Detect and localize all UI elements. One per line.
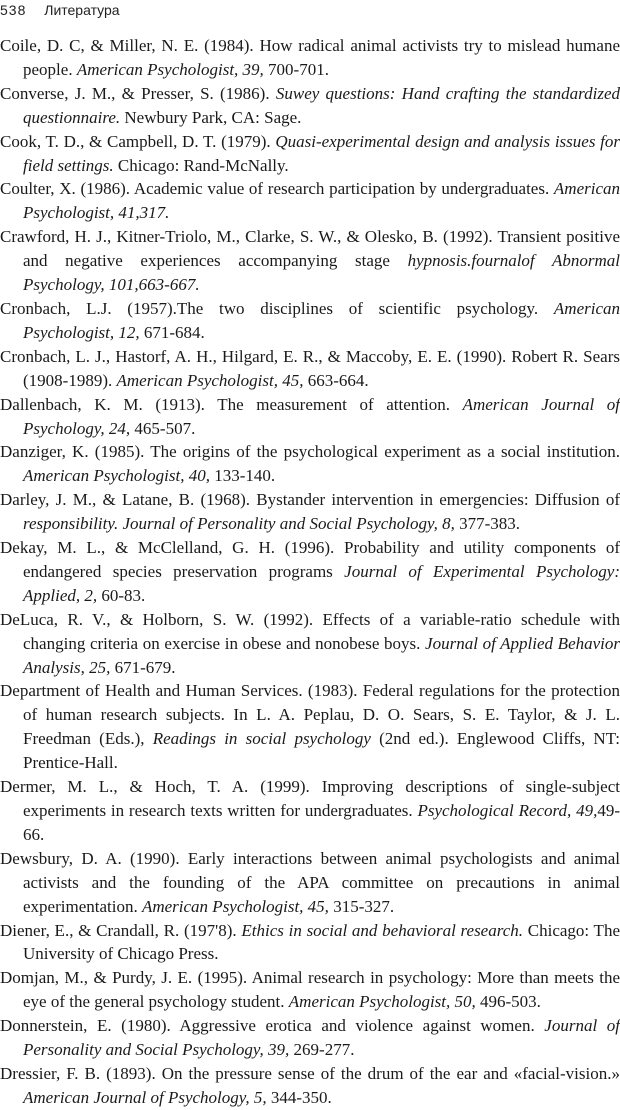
reference-text: DeLuca, R. V., & Holborn, S. W. (1992). Effects of a variable-ratio schedule with changing criteria on exercise in obese and nonobese boys. [0,609,620,653]
reference-text: 49-66. [23,801,620,844]
reference-entry [0,847,620,919]
reference-text: Donnerstein, E. (1980). Aggressive erotica and violence against women. [0,1016,545,1036]
reference-entry [0,536,620,608]
reference-text: Dewsbury, D. A. (1990). Early interactions between animal psychologists and animal activists and the founding of the APA committee on precautions in animal experimentation. [0,848,620,916]
reference-italic-text: American Psychologist, 50, [288,992,476,1012]
reference-text: Crawford, H. J., Kitner-Triolo, M., Clarke, S. W., & Olesko, B. (1992). Transient positive and negative experiences accompanying stage [0,227,620,271]
reference-entry [0,488,620,536]
reference-text: (2nd ed.). Englewood Cliffs, NT: Prentice-Hall. [23,729,620,773]
reference-text: 344-350. [266,1087,332,1107]
page-number: 538 [0,2,27,18]
reference-entry [0,608,620,680]
reference-italic-text: Ethics in social and behavioral research. [241,920,524,940]
reference-text: 133-140. [209,466,276,486]
reference-text: 663-664. [303,370,369,390]
reference-entry [0,966,620,1014]
reference-text: Darley, J. M., & Latane, B. (1968). Bystander intervention in emergencies: Diffusion of [0,490,620,510]
reference-entry [0,297,620,345]
reference-italic-text: American Psychologist, 39, [76,59,264,79]
reference-text: 671-679. [110,657,176,677]
reference-text: Danziger, K. (1985). The origins of the psychological experiment as a social institution. [0,442,620,462]
reference-italic-text: American Psychologist, 12, [23,298,620,342]
reference-list [0,34,620,1110]
reference-entry [0,34,620,82]
reference-text: Domjan, M., & Purdy, J. E. (1995). Animal research in psychology: More than meets the eye of the general psychology student. [0,968,620,1012]
reference-italic-text: American Psychologist, 45, [141,896,329,916]
reference-italic-text: Journal of Applied Behavior Analysis, 25, [23,633,620,677]
reference-text: Department of Health and Human Services. (1983). Federal regulations for the protection of human research subjects. In L. A. Peplau, D. O. Sears, S. E. Taylor, & J. L. Freedman (Eds.), [0,681,620,749]
reference-text: Dermer, M. L., & Hoch, T. A. (1999). Improving descriptions of single-subject experiments in research texts written for undergraduates. [0,777,620,820]
reference-text: 700-701. [263,59,329,79]
reference-text: 496-503. [475,992,541,1012]
reference-text: Coile, D. C, & Miller, N. E. (1984). How radical animal activists try to mislead humane people. [0,36,620,79]
reference-entry [0,775,620,847]
page-header [0,0,120,20]
reference-text: Cook, T. D., & Campbell, D. T. (1979). [0,131,276,151]
reference-text: Dekay, M. L., & McClelland, G. H. (1996). Probability and utility components of endangered species preservation programs [0,538,620,581]
section-title: Литература [44,2,120,18]
reference-italic-text: Journal of Personality and Social Psychology, 39, [23,1016,620,1060]
reference-italic-text: responsibility. Journal of Personality and Social Psychology, 8, [23,514,455,534]
reference-italic-text: Readings in social psychology [152,729,371,749]
reference-text: Cronbach, L. J., Hastorf, A. H., Hilgard, E. R., & Maccoby, E. E. (1990). Robert R. Sears (1908-1989). [0,346,620,390]
reference-italic-text: American Psychologist, 45, [116,370,304,390]
reference-text: 269-277. [289,1040,355,1060]
reference-entry [0,919,620,967]
reference-text: Dallenbach, K. M. (1913). The measurement of attention. [0,394,463,414]
reference-italic-text: Journal of Experimental Psychology: Applied, 2, [23,561,620,605]
reference-italic-text: Quasi-experimental design and analysis issues for field settings. [23,131,620,175]
reference-text: Converse, J. M., & Presser, S. (1986). [0,83,276,103]
reference-text: Chicago: Rand-McNally. [113,155,289,175]
reference-text: Coulter, X. (1986). Academic value of research participation by undergraduates. [0,179,554,199]
reference-entry [0,130,620,178]
reference-italic-text: American Psychologist, 41,317. [23,179,620,223]
reference-italic-text: Suwey questions: Hand crafting the standardized questionnaire. [23,83,620,127]
reference-entry [0,225,620,297]
reference-entry [0,82,620,130]
reference-italic-text: Psychological Record, 49, [417,801,598,820]
reference-entry [0,440,620,488]
reference-text: 465-507. [130,418,196,438]
reference-text: Dressier, F. B. (1893). On the pressure sense of the drum of the ear and «facial-vision.» [0,1063,620,1083]
reference-italic-text: American Journal of Psychology, 24, [23,394,620,438]
reference-italic-text: hypnosis.fournalof Abnormal Psychology, 101,663-667. [23,251,620,295]
reference-text: 60-83. [97,585,146,605]
reference-italic-text: American Psychologist, 40, [23,466,210,486]
reference-text: Newbury Park, CA: Sage. [120,107,302,127]
reference-entry [0,1062,620,1110]
reference-text: 377-383. [454,514,521,534]
reference-text: Cronbach, L.J. (1957).The two disciplines of scientific psychology. [0,298,554,318]
reference-entry [0,393,620,441]
reference-italic-text: American Journal of Psychology, 5, [23,1087,267,1107]
reference-text: Diener, E., & Crandall, R. (197'8). [0,920,242,940]
reference-entry [0,679,620,775]
reference-text: 315-327. [328,896,395,916]
reference-text: 671-684. [139,322,205,342]
reference-text: Chicago: The University of Chicago Press. [23,920,620,964]
reference-entry [0,1014,620,1062]
reference-entry [0,177,620,225]
reference-entry [0,345,620,393]
